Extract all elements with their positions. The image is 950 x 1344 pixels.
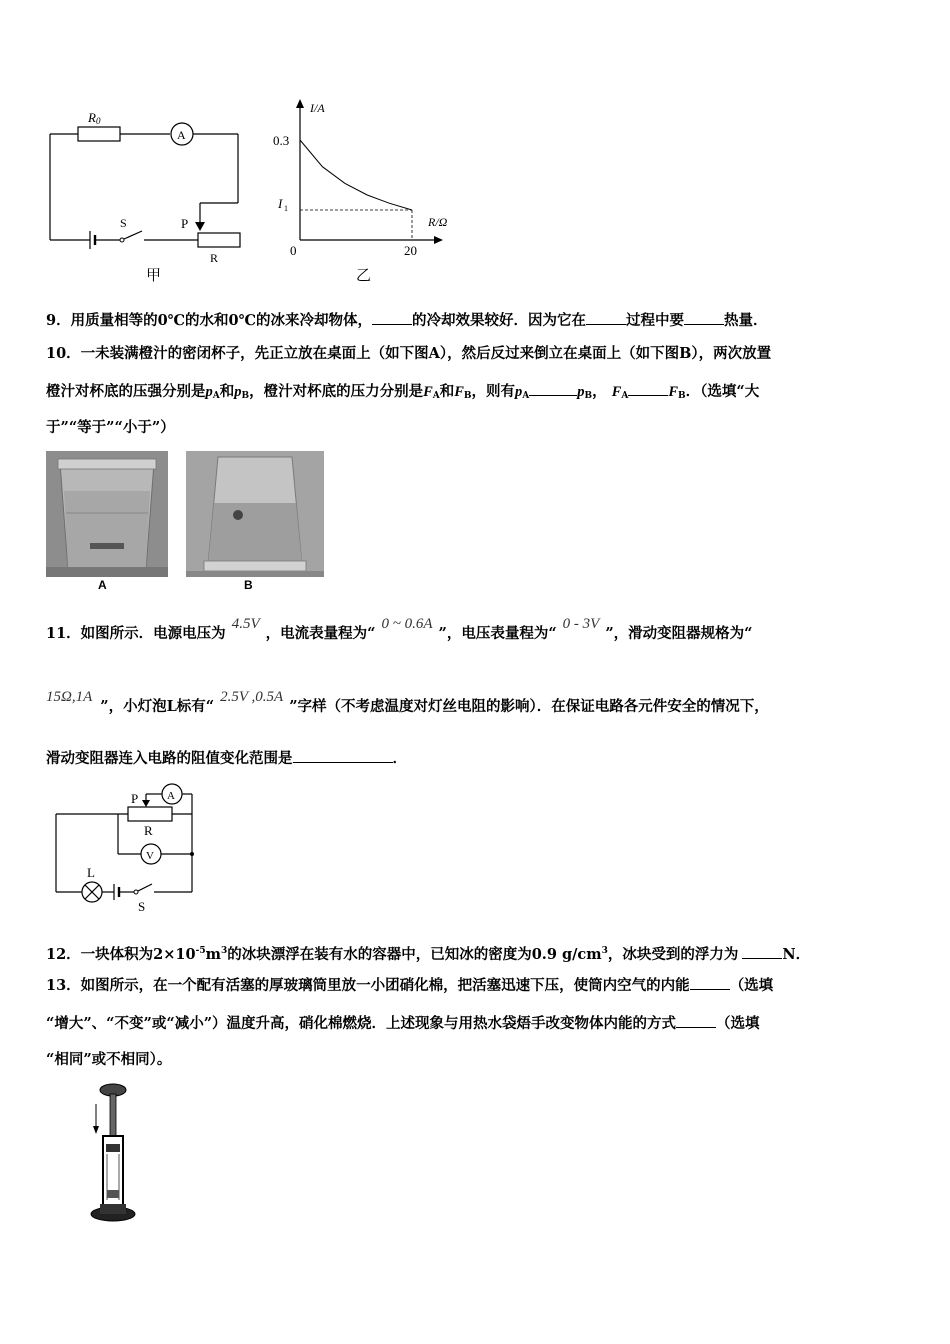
- q12-exp3: 3: [601, 946, 608, 956]
- y-axis-arrow-icon: [296, 99, 304, 108]
- q9-text-b: 的冷却效果较好．因为它在: [412, 312, 587, 329]
- circuit-diagram-jia: [40, 100, 260, 285]
- q11-fig-s: S: [138, 899, 146, 914]
- rheostat-label: R: [210, 251, 219, 265]
- q10-pa: p: [205, 384, 213, 400]
- q10-blank-2[interactable]: [628, 381, 668, 396]
- series-line: [300, 140, 412, 210]
- question-13-line-1: [46, 975, 773, 996]
- q12-blank[interactable]: [742, 944, 782, 959]
- q11-fig-a: A: [167, 790, 175, 802]
- photo-label-a: A: [98, 578, 107, 592]
- q10-fa: F: [423, 384, 433, 400]
- q10-pa-2-sub: A: [522, 391, 530, 401]
- resistor-r0: [78, 127, 120, 141]
- q9-text-a: 9．用质量相等的0℃的水和0℃的冰来冷却物体，: [46, 312, 373, 329]
- q13-text-1b: （选填: [729, 977, 774, 994]
- q13-text-2b: （选填: [716, 1015, 760, 1032]
- q11-current-range: 0 ~ 0.6A: [381, 616, 433, 632]
- question-9: [46, 310, 768, 331]
- q10-pb-2: p: [577, 384, 585, 400]
- question-10-line-2: [46, 381, 759, 406]
- q11-rheostat: [128, 807, 172, 821]
- q11-text-b: ，电流表量程为“: [265, 625, 376, 642]
- q11-rheostat-spec: 15Ω,1A: [46, 689, 93, 705]
- q10-comma: ，: [592, 383, 607, 400]
- question-13-line-2: [46, 1013, 760, 1034]
- q9-text-c: 过程中要: [626, 312, 685, 329]
- q10-fa-sub: A: [432, 391, 440, 401]
- q12-text-a: 12．一块体积为2×10: [46, 946, 196, 963]
- q11-slider-arrow-icon: [142, 800, 150, 807]
- question-11-line-1: [46, 616, 753, 644]
- x-axis-label: R/Ω: [428, 215, 448, 229]
- photo-cup-b: [186, 451, 324, 577]
- switch-icon: [120, 238, 124, 242]
- q11-text-l2a: ”，小灯泡L标有“: [100, 698, 215, 715]
- q10-fb: F: [454, 384, 464, 400]
- y-tick-i1: I: [278, 196, 283, 211]
- q11-lamp-spec: 2.5V ,0.5A: [220, 689, 284, 705]
- q10-pa-sub: A: [212, 391, 220, 401]
- q11-voltage-range: 0 - 3V: [562, 616, 600, 632]
- q12-text-b: m: [205, 946, 221, 963]
- x-axis-arrow-icon: [434, 236, 443, 244]
- q9-text-d: 热量．: [724, 312, 768, 329]
- q13-blank-2[interactable]: [676, 1013, 716, 1028]
- q11-fig-r: R: [144, 823, 153, 838]
- q10-fa-2-sub: A: [621, 391, 629, 401]
- q13-blank-1[interactable]: [690, 975, 730, 990]
- q10-and-1: 和: [219, 383, 235, 400]
- q10-text-c: ，则有: [471, 383, 516, 400]
- q10-text-b: ，橙汁对杯底的压力分别是: [249, 383, 424, 400]
- photo-label-b: B: [244, 578, 253, 592]
- y-tick-i1-sub: 1: [284, 204, 288, 213]
- q9-blank-1[interactable]: [372, 310, 412, 325]
- origin-label: 0: [290, 243, 297, 258]
- q10-blank-1[interactable]: [529, 381, 577, 396]
- question-11-line-2: [46, 689, 769, 717]
- caption-jia: 甲: [146, 266, 162, 284]
- q11-text-c: ”，电压表量程为“: [438, 625, 557, 642]
- q10-fb-2-sub: B: [678, 391, 686, 401]
- switch-label: S: [120, 216, 127, 230]
- label-r0-sub: 0: [96, 116, 101, 126]
- q11-voltage: 4.5V: [231, 616, 260, 632]
- q11-text-l3-end: ．: [392, 750, 407, 767]
- q13-text-2a: “增大”、“不变”或“减小”）温度升高，硝化棉燃烧．上述现象与用热水袋焐手改变物体内能的方式: [46, 1015, 677, 1032]
- x-tick-20: 20: [404, 243, 417, 258]
- q12-text-d: ，冰块受到的浮力为: [607, 946, 739, 963]
- q10-fa-2: F: [611, 384, 622, 400]
- q11-fig-p: P: [131, 791, 139, 806]
- q13-text-1a: 13．如图所示，在一个配有活塞的厚玻璃筒里放一小团硝化棉，把活塞迅速下压，使筒内空气的内能: [46, 977, 690, 994]
- circuit-diagram-q11: [48, 780, 208, 915]
- question-10-line-3: 于”“等于”“小于”）: [46, 419, 175, 436]
- y-tick-top: 0.3: [273, 133, 290, 148]
- press-down-arrow-icon: [93, 1126, 99, 1134]
- q11-blank[interactable]: [293, 748, 393, 763]
- q10-pb-sub: B: [241, 391, 250, 401]
- slider-label: P: [181, 216, 189, 231]
- q10-fb-2: F: [668, 384, 679, 400]
- q12-text-e: N．: [782, 946, 811, 963]
- q10-text-d: ．（选填“大: [685, 383, 760, 400]
- question-10-line-1: 10．一未装满橙汁的密闭杯子，先正立放在桌面上（如下图A），然后反过来倒立在桌面上（如下图B），两次放置: [46, 345, 772, 362]
- slider-arrow-icon: [195, 222, 205, 231]
- q10-pb: p: [234, 384, 242, 400]
- q11-text-d: ”，滑动变阻器规格为“: [605, 625, 753, 642]
- q10-pa-2: p: [515, 384, 523, 400]
- rheostat-r: [198, 233, 240, 247]
- q10-fb-sub: B: [463, 391, 472, 401]
- question-13-line-3: “相同”或不相同）。: [46, 1051, 172, 1068]
- q12-exp2: 3: [220, 946, 228, 956]
- photo-cup-a: [46, 451, 168, 577]
- label-r0: R: [88, 110, 96, 125]
- q9-blank-3[interactable]: [684, 310, 724, 325]
- q11-text-a: 11．如图所示．电源电压为: [46, 625, 226, 642]
- q11-text-l3: 滑动变阻器连入电路的阻值变化范围是: [46, 750, 293, 767]
- q10-pb-2-sub: B: [584, 391, 593, 401]
- q11-switch-icon: [134, 890, 138, 894]
- q11-fig-l: L: [87, 865, 95, 880]
- question-12: [46, 941, 810, 965]
- caption-yi: 乙: [356, 266, 372, 284]
- question-11-line-3: [46, 748, 407, 769]
- y-axis-label: I/A: [310, 101, 325, 115]
- q12-text-c: 的冰块漂浮在装有水的容器中，已知冰的密度为0.9 g/cm: [227, 946, 602, 963]
- q10-and-2: 和: [439, 383, 455, 400]
- q10-text-a: 橙汁对杯底的压强分别是: [46, 383, 206, 400]
- q11-fig-v: V: [146, 850, 154, 862]
- q11-text-l2b: ”字样（不考虑温度对灯丝电阻的影响）．在保证电路各元件安全的情况下，: [289, 698, 769, 715]
- q12-exp: -5: [195, 946, 206, 956]
- graph-yi: [268, 98, 468, 286]
- piston-apparatus-figure: [88, 1082, 138, 1227]
- q9-blank-2[interactable]: [586, 310, 626, 325]
- ammeter-label: A: [177, 128, 186, 142]
